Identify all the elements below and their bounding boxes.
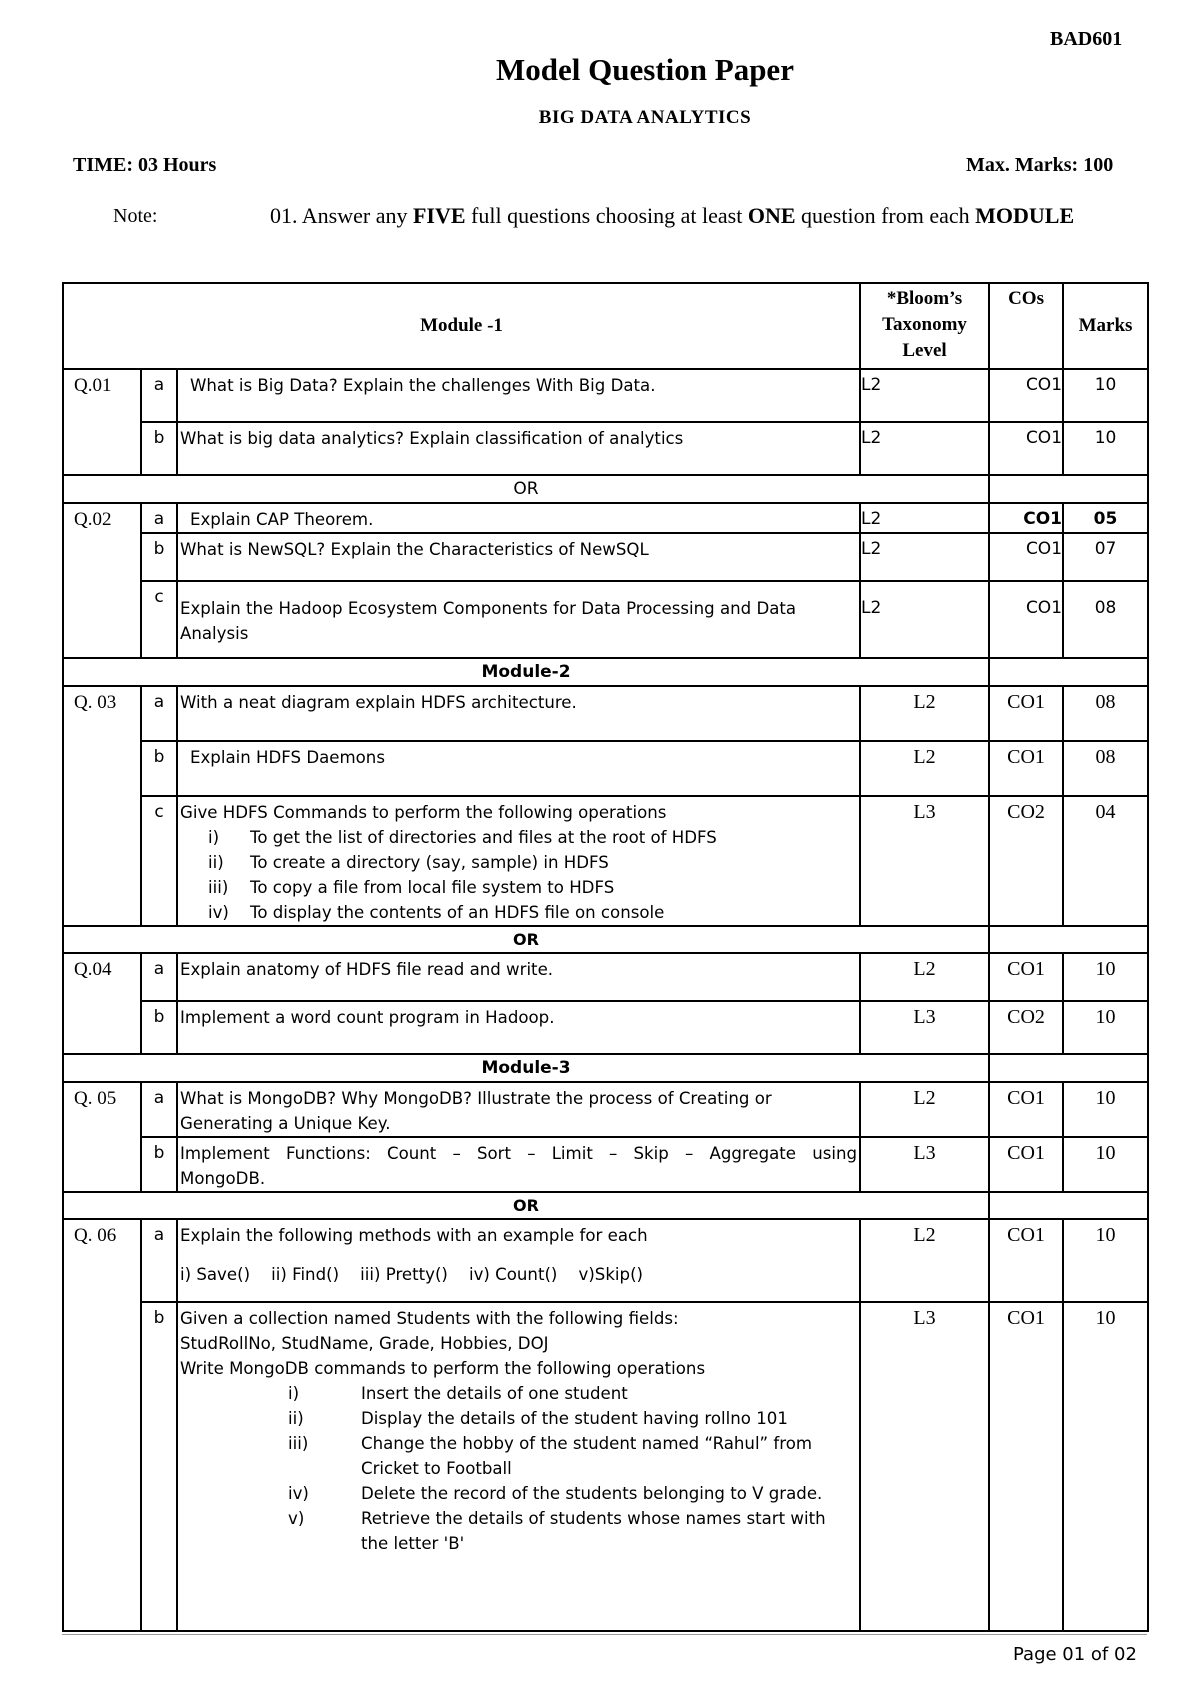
module-1-heading: Module -1 [63,283,860,369]
list-item [208,875,857,900]
course-outcome: CO1 [989,953,1063,1001]
bloom-level: L2 [860,953,989,1001]
bloom-header-line1: *Bloom’s [886,288,963,309]
note-text [270,203,1074,229]
question-text: With a neat diagram explain HDFS architecture. [177,686,860,741]
item-text: Delete the record of the students belonging to V grade. [361,1484,823,1503]
list-item [288,1431,857,1481]
course-outcome: CO1 [989,369,1063,422]
marks: 08 [1063,741,1148,796]
marks-header: Marks [1063,283,1148,369]
note-mid: full questions choosing at least [465,203,748,228]
part-label: a [141,1082,177,1137]
item-text: Display the details of the student having rollno 101 [361,1409,788,1428]
or-separator-row [63,1192,1148,1219]
or-separator: OR [63,1192,989,1219]
table-row [63,1302,1148,1631]
table-row [63,1137,1148,1192]
question-text: What is MongoDB? Why MongoDB? Illustrate the process of Creating or Generating a Unique Key. [177,1082,860,1137]
question-number: Q. 06 [63,1219,141,1631]
footer-divider [62,1634,1147,1635]
list-item [288,1481,857,1506]
subject-title: BIG DATA ANALYTICS [538,107,752,128]
table-row [63,1001,1148,1054]
part-label: a [141,503,177,533]
question-text: What is NewSQL? Explain the Characteristics of NewSQL [177,533,860,581]
marks: 04 [1063,796,1148,926]
note-bold-module: MODULE [975,203,1075,228]
marks: 10 [1063,422,1148,475]
question-text: Explain HDFS Daemons [177,741,860,796]
part-label: a [141,953,177,1001]
part-label: b [141,533,177,581]
marks: 10 [1063,953,1148,1001]
course-outcome: CO1 [989,1302,1063,1631]
note-mid2: question from each [795,203,976,228]
bloom-header [860,283,989,369]
list-item [208,825,857,850]
course-code: BAD601 [1050,28,1123,50]
table-row [63,533,1148,581]
table-row [63,503,1148,533]
bloom-level: L2 [860,581,989,658]
list-item [288,1406,857,1431]
course-outcome: CO2 [989,1001,1063,1054]
cos-header: COs [989,283,1063,369]
table-header-row [63,283,1148,369]
bloom-level: L2 [860,503,989,533]
question-number: Q.04 [63,953,141,1054]
table-row [63,422,1148,475]
item-text: Change the hobby of the student named “Rahul” from Cricket to Football [361,1434,813,1478]
item-text: To copy a file from local file system to HDFS [250,878,615,897]
table-row [63,686,1148,741]
bloom-level: L3 [860,796,989,926]
marks: 08 [1063,686,1148,741]
question-text: What is big data analytics? Explain classification of analytics [177,422,860,475]
question-text-line1: Explain the following methods with an example for each [180,1226,648,1245]
or-separator: OR [63,475,989,503]
question-number: Q.01 [63,369,141,475]
empty-cell [989,475,1148,503]
note-label: Note: [113,205,158,227]
question-text-line2: MongoDB. [180,1169,266,1188]
bloom-level: L2 [860,1219,989,1302]
part-label: a [141,686,177,741]
item-number: iv) [208,903,229,922]
bloom-header-line3: Level [902,340,947,361]
marks: 05 [1063,503,1148,533]
question-number: Q. 05 [63,1082,141,1192]
course-outcome: CO2 [989,796,1063,926]
bloom-level: L2 [860,686,989,741]
item-number: iii) [208,878,229,897]
marks: 10 [1063,369,1148,422]
course-outcome: CO1 [989,503,1063,533]
course-outcome: CO1 [989,1082,1063,1137]
list-item [208,850,857,875]
question-text: What is Big Data? Explain the challenges With Big Data. [177,369,860,422]
bloom-level: L2 [860,369,989,422]
exam-time: TIME: 03 Hours [73,154,217,176]
empty-cell [989,926,1148,953]
item-number: ii) [208,853,224,872]
marks: 10 [1063,1219,1148,1302]
question-text-line3: Write MongoDB commands to perform the following operations [180,1359,706,1378]
question-text-line2: StudRollNo, StudName, Grade, Hobbies, DOJ [180,1334,549,1353]
course-outcome: CO1 [989,533,1063,581]
item-number: i) [288,1384,300,1403]
bloom-level: L3 [860,1137,989,1192]
module-3-heading: Module-3 [63,1054,989,1082]
sub-question-list [180,825,857,925]
bloom-level: L3 [860,1302,989,1631]
item-text: To get the list of directories and files at the root of HDFS [250,828,717,847]
page-title: Model Question Paper [496,52,794,87]
course-outcome: CO1 [989,1219,1063,1302]
empty-cell [989,658,1148,686]
question-number: Q. 03 [63,686,141,926]
question-text: Explain the Hadoop Ecosystem Components for Data Processing and Data Analysis [177,581,860,658]
table-row [63,581,1148,658]
table-row [63,796,1148,926]
question-text-line2: i) Save() ii) Find() iii) Pretty() iv) Count() v)Skip() [180,1265,644,1284]
item-number: iv) [288,1484,309,1503]
course-outcome: CO1 [989,686,1063,741]
course-outcome: CO1 [989,581,1063,658]
marks: 08 [1063,581,1148,658]
item-text: Retrieve the details of students whose names start with the letter 'B' [361,1509,826,1553]
note-prefix: 01. Answer any [270,203,413,228]
bloom-level: L3 [860,1001,989,1054]
question-text [177,1219,860,1302]
page-number: Page 01 of 02 [1013,1644,1137,1665]
bloom-level: L2 [860,422,989,475]
question-text [177,796,860,926]
list-item [288,1506,857,1556]
part-label: b [141,1137,177,1192]
module-row [63,1054,1148,1082]
or-separator-row [63,475,1148,503]
question-text [177,1137,860,1192]
module-2-heading: Module-2 [63,658,989,686]
item-number: ii) [288,1409,304,1428]
marks: 10 [1063,1082,1148,1137]
course-outcome: CO1 [989,422,1063,475]
table-row [63,369,1148,422]
empty-cell [989,1192,1148,1219]
bloom-level: L2 [860,741,989,796]
question-number: Q.02 [63,503,141,658]
question-text: Explain anatomy of HDFS file read and write. [177,953,860,1001]
sub-question-list [180,1381,857,1556]
item-text: To create a directory (say, sample) in HDFS [250,853,609,872]
item-number: v) [288,1509,305,1528]
part-label: b [141,1001,177,1054]
note-bold-one: ONE [747,203,796,228]
item-number: iii) [288,1434,309,1453]
marks: 10 [1063,1001,1148,1054]
question-text-line1: Implement Functions: Count – Sort – Limit – Skip – Aggregate using [180,1144,858,1163]
empty-cell [989,1054,1148,1082]
part-label: c [141,581,177,658]
bloom-level: L2 [860,533,989,581]
bloom-header-line2: Taxonomy [882,314,967,335]
course-outcome: CO1 [989,1137,1063,1192]
course-outcome: CO1 [989,741,1063,796]
part-label: a [141,1219,177,1302]
list-item [208,900,857,925]
question-text [177,1302,860,1631]
item-number: i) [208,828,220,847]
table-row [63,741,1148,796]
part-label: b [141,1302,177,1631]
part-label: b [141,741,177,796]
bloom-level: L2 [860,1082,989,1137]
question-text-line1: Given a collection named Students with the following fields: [180,1309,679,1328]
item-text: To display the contents of an HDFS file on console [250,903,665,922]
max-marks: Max. Marks: 100 [966,154,1114,176]
table-row [63,1082,1148,1137]
part-label: a [141,369,177,422]
or-separator-row [63,926,1148,953]
item-text: Insert the details of one student [361,1384,628,1403]
part-label: c [141,796,177,926]
question-text: Implement a word count program in Hadoop. [177,1001,860,1054]
list-item [288,1381,857,1406]
marks: 07 [1063,533,1148,581]
marks: 10 [1063,1137,1148,1192]
question-intro: Give HDFS Commands to perform the following operations [180,803,667,822]
or-separator: OR [63,926,989,953]
table-row [63,953,1148,1001]
question-text: Explain CAP Theorem. [177,503,860,533]
module-row [63,658,1148,686]
table-row [63,1219,1148,1302]
question-table [62,282,1149,1632]
marks: 10 [1063,1302,1148,1631]
part-label: b [141,422,177,475]
note-bold-five: FIVE [412,203,466,228]
